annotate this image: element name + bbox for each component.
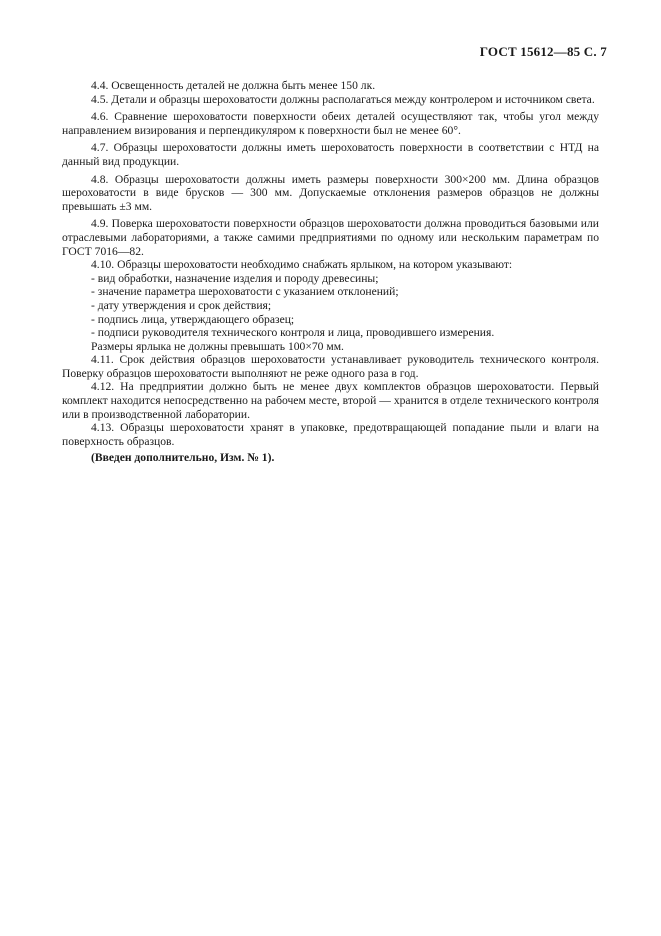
- paragraph-4-6: 4.6. Сравнение шероховатости поверхности обеих деталей осуществляют так, чтобы угол между направлением визирования и перпендикуляром к поверхности был не менее 60°.: [62, 110, 599, 137]
- paragraph-4-7: 4.7. Образцы шероховатости должны иметь шероховатость поверхности в соответствии с НТД на данный вид продукции.: [62, 141, 599, 168]
- list-item: - подписи руководителя технического контроля и лица, проводившего измерения.: [91, 326, 495, 340]
- paragraph-4-12: 4.12. На предприятии должно быть не менее двух комплектов образцов шероховатости. Первый комплект находится непосредственно на рабочем месте, второй — хранится в отделе технического контроля или в производственной лаборатории.: [62, 380, 599, 421]
- paragraph-4-11: 4.11. Срок действия образцов шероховатости устанавливает руководитель технического контроля. Поверку образцов шероховатости выполняют не реже одного раза в год.: [62, 353, 599, 380]
- list-item: - дату утверждения и срок действия;: [91, 298, 272, 312]
- paragraph-4-8: 4.8. Образцы шероховатости должны иметь размеры поверхности 300×200 мм. Длина образцов шероховатости в виде брусков — 300 мм. Допускаемые отклонения размеров образцов не должны превышать ±3 мм.: [62, 172, 599, 213]
- paragraph-4-5: 4.5. Детали и образцы шероховатости должны располагаться между контролером и источником света.: [91, 92, 595, 106]
- page-header: ГОСТ 15612—85 С. 7: [479, 44, 607, 59]
- document-body: [62, 79, 599, 465]
- label-size-note: Размеры ярлыка не должны превышать 100×70 мм.: [91, 339, 344, 353]
- paragraph-4-13: 4.13. Образцы шероховатости хранят в упаковке, предотвращающей попадание пыли и влаги на поверхность образцов.: [62, 421, 599, 448]
- list-item: - значение параметра шероховатости с указанием отклонений;: [91, 285, 399, 299]
- list-item: - подпись лица, утверждающего образец;: [91, 312, 295, 326]
- paragraph-4-9: 4.9. Поверка шероховатости поверхности образцов шероховатости должна проводиться базовыми или отраслевыми лабораториями, а также самими предприятиями по одному или нескольким параметрам по ГОСТ 7016—82.: [62, 217, 599, 258]
- paragraph-4-10: 4.10. Образцы шероховатости необходимо снабжать ярлыком, на котором указывают:: [91, 258, 513, 272]
- list-item: - вид обработки, назначение изделия и породу древесины;: [91, 271, 379, 285]
- paragraph-4-4: 4.4. Освещенность деталей не должна быть менее 150 лк.: [91, 79, 376, 92]
- amendment-note: (Введен дополнительно, Изм. № 1).: [91, 451, 275, 465]
